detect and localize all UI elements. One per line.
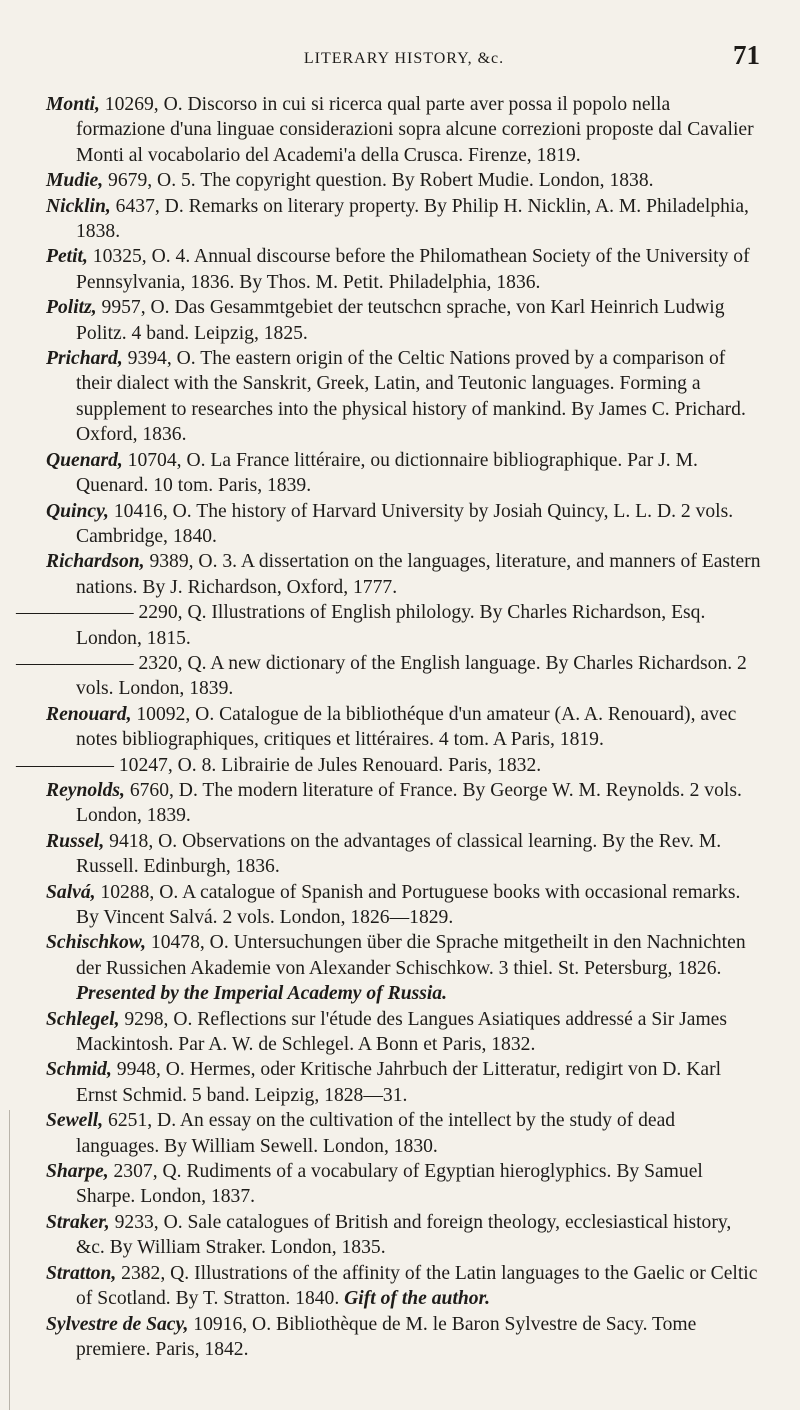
entry-author: Russel, (46, 830, 105, 852)
bibliography-entry (16, 651, 762, 702)
entry-text: 9418, O. Observations on the advantages of classical learning. By the Rev. M. Russell. Edinburgh, 1836. (76, 830, 722, 878)
entry-text: 2382, Q. Illustrations of the affinity of the Latin languages to the Gaelic or Celtic of Scotland. By T. Stratton. 1840. (76, 1262, 758, 1310)
bibliography-entry (46, 92, 762, 168)
entry-text: 9233, O. Sale catalogues of British and foreign theology, ecclesiastical history, &c. By William Straker. London, 1835. (76, 1211, 732, 1259)
entry-text: 10325, O. 4. Annual discourse before the Philomathean Society of the University of Pennsylvania, 1836. By Thos. M. Petit. Philadelphia, 1836. (76, 246, 750, 293)
entry-text: 6437, D. Remarks on literary property. By Philip H. Nicklin, A. M. Philadelphia, 1838. (76, 195, 749, 243)
bibliography-entry (46, 778, 762, 829)
entry-text: 9679, O. 5. The copyright question. By Robert Mudie. London, 1838. (103, 170, 654, 192)
entry-text: 10416, O. The history of Harvard University by Josiah Quincy, L. L. D. 2 vols. Cambridge, 1840. (76, 500, 734, 547)
bibliography-entry (46, 194, 762, 245)
entry-author: Sylvestre de Sacy, (46, 1313, 189, 1335)
bibliography-entry (46, 1057, 762, 1108)
entry-author: Schlegel, (46, 1008, 120, 1030)
entry-text: 9298, O. Reflections sur l'étude des Langues Asiatiques addressé a Sir James Mackintosh. Par A. W. de Schlegel. A Bonn et Paris, 1832. (76, 1008, 728, 1056)
entry-author: Straker, (46, 1211, 110, 1233)
entry-text: 6251, D. An essay on the cultivation of the intellect by the study of dead languages. By William Sewell. London, 1830. (76, 1110, 676, 1157)
bibliography-entry (46, 346, 762, 448)
entry-text: 2290, Q. Illustrations of English philology. By Charles Richardson, Esq. London, 1815. (76, 602, 706, 649)
entry-text: 10704, O. La France littéraire, ou dictionnaire bibliographique. Par J. M. Quenard. 10 tom. Paris, 1839. (76, 449, 698, 497)
entry-author: Salvá, (46, 881, 96, 903)
bibliography-entry (46, 1108, 762, 1159)
entry-author: Richardson, (46, 551, 145, 573)
margin-line (9, 1110, 10, 1410)
bibliography-entry (46, 448, 762, 499)
running-head (46, 38, 762, 74)
ditto-dash: —————— (16, 602, 134, 624)
bibliography-entry (46, 499, 762, 550)
entry-text: 9948, O. Hermes, oder Kritische Jahrbuch der Litteratur, redigirt von D. Karl Ernst Schmid. 5 band. Leipzig, 1828—31. (76, 1059, 722, 1106)
entry-text: 2320, Q. A new dictionary of the English language. By Charles Richardson. 2 vols. London, 1839. (76, 652, 747, 700)
entry-text: 10269, O. Discorso in cui si ricerca qual parte aver possa il popolo nella formazione d'una linguae considerazioni sopra alcune correzioni proposte dal Cavalier Monti al vocabolario del Academi'a della Crusca. Firenze, 1819. (76, 94, 754, 166)
bibliography-entry (16, 600, 762, 651)
bibliography-entry (46, 1210, 762, 1261)
entry-author: Sewell, (46, 1110, 104, 1132)
bibliography-entry (46, 1312, 762, 1363)
bibliography-list (16, 92, 762, 1362)
bibliography-entry (46, 1159, 762, 1210)
entry-author: Prichard, (46, 348, 123, 370)
bibliography-entry (46, 930, 762, 1006)
entry-provenance-note: Gift of the author. (344, 1288, 491, 1310)
entry-text: 10478, O. Untersuchungen über die Sprache mitgetheilt in den Nachnichten der Russichen Akademie von Alexander Schischkow. 3 thiel. St. Petersburg, 1826. (76, 932, 746, 979)
entry-author: Quenard, (46, 449, 123, 471)
entry-text: 10288, O. A catalogue of Spanish and Portuguese books with occasional remarks. By Vincent Salvá. 2 vols. London, 1826—1829. (76, 881, 741, 928)
entry-author: Politz, (46, 297, 97, 319)
entry-author: Renouard, (46, 703, 132, 725)
entry-provenance-note: Presented by the Imperial Academy of Russia. (76, 983, 447, 1005)
entry-text: 9389, O. 3. A dissertation on the languages, literature, and manners of Eastern nations. By J. Richardson, Oxford, 1777. (76, 551, 761, 598)
entry-author: Stratton, (46, 1262, 117, 1284)
running-title: LITERARY HISTORY, &c. (303, 50, 505, 67)
entry-author: Monti, (46, 94, 100, 115)
entry-text: 10916, O. Bibliothèque de M. le Baron Sylvestre de Sacy. Tome premiere. Paris, 1842. (76, 1313, 697, 1360)
bibliography-entry (46, 295, 762, 346)
entry-author: Schmid, (46, 1059, 112, 1081)
bibliography-entry (46, 244, 762, 295)
entry-author: Petit, (46, 246, 88, 268)
entry-author: Sharpe, (46, 1161, 109, 1183)
entry-author: Schischkow, (46, 932, 146, 954)
page-number: 71 (733, 40, 760, 70)
bibliography-entry (46, 880, 762, 931)
entry-text: 2307, Q. Rudiments of a vocabulary of Egyptian hieroglyphics. By Samuel Sharpe. London, 1837. (76, 1161, 703, 1208)
ditto-dash: ————— (16, 754, 114, 776)
entry-text: 10092, O. Catalogue de la bibliothéque d'un amateur (A. A. Renouard), avec notes bibliographiques, critiques et littéraires. 4 tom. A Paris, 1819. (76, 703, 737, 751)
bibliography-entry (46, 1007, 762, 1058)
entry-author: Mudie, (46, 170, 104, 192)
entry-text: 9957, O. Das Gesammtgebiet der teutschcn sprache, von Karl Heinrich Ludwig Politz. 4 band. Leipzig, 1825. (76, 297, 725, 344)
bibliography-entry (46, 168, 762, 193)
bibliography-entry (46, 702, 762, 753)
bibliography-entry (46, 829, 762, 880)
bibliography-entry (46, 549, 762, 600)
entry-author: Quincy, (46, 500, 109, 522)
entry-text: 6760, D. The modern literature of France. By George W. M. Reynolds. 2 vols. London, 1839. (76, 779, 742, 827)
ditto-dash: —————— (16, 652, 134, 674)
entry-author: Nicklin, (46, 195, 111, 217)
entry-text: 9394, O. The eastern origin of the Celtic Nations proved by a comparison of their dialect with the Sanskrit, Greek, Latin, and Teutonic languages. Forming a supplement to researches into the physical history of mankind. By James C. Prichard. Oxford, 1836. (76, 348, 746, 446)
entry-text: 10247, O. 8. Librairie de Jules Renouard. Paris, 1832. (113, 754, 542, 776)
bibliography-entry (46, 1261, 762, 1312)
bibliography-entry (16, 753, 762, 778)
entry-author: Reynolds, (46, 779, 125, 801)
